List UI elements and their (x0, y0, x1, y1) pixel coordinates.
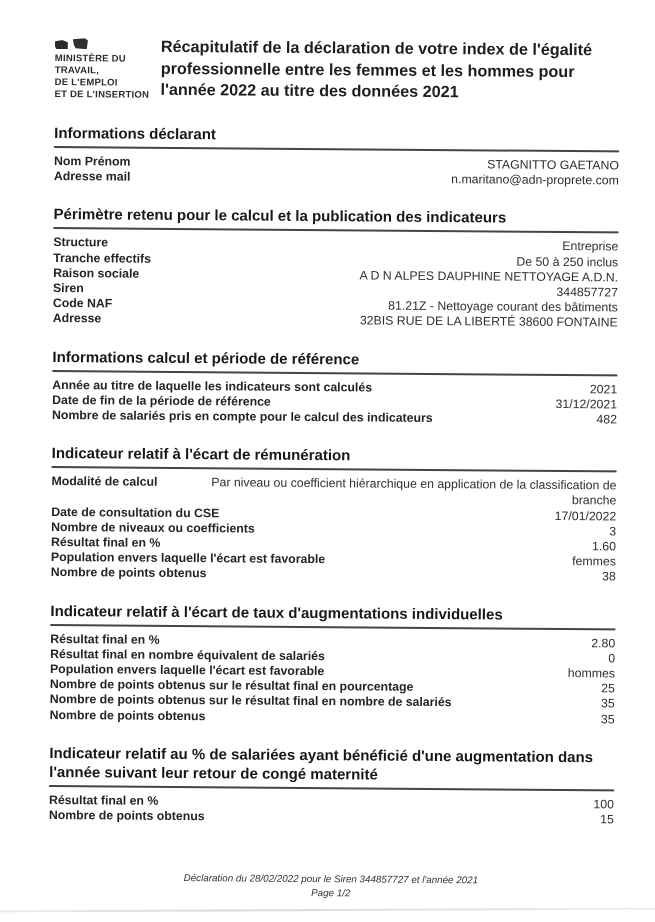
document-footer (48, 871, 613, 903)
row-value: 81.21Z - Nettoyage courant des bâtiments (388, 298, 618, 315)
page-title-line: professionnelle entre les femmes et les hommes pour (160, 59, 575, 81)
marianne-glyph-icon (73, 38, 88, 49)
section-heading: Périmètre retenu pour le calcul et la publication des indicateurs (53, 206, 507, 227)
row-label: Structure (53, 235, 109, 250)
section-rule (54, 146, 619, 152)
row-value: Par niveau ou coefficient hiérarchique en application de la classification de branche (211, 475, 617, 508)
section-rows (50, 632, 616, 728)
row-label: Date de consultation du CSE (51, 504, 220, 520)
field-row (52, 408, 617, 428)
row-label: Nombre de points obtenus (48, 808, 205, 824)
row-label: Année au titre de laquelle les indicateurs sont calculés (52, 377, 373, 395)
section-rule (52, 466, 617, 472)
field-row (54, 169, 619, 189)
section-heading: Indicateur relatif à l'écart de taux d'augmentations individuelles (50, 602, 503, 624)
ministry-name-line: DE L'EMPLOI (54, 76, 118, 89)
row-value: 35 (600, 711, 615, 727)
sections (49, 124, 619, 828)
row-value: 100 (593, 797, 615, 812)
page-title-line: l'année 2022 au titre des données 2021 (160, 80, 459, 102)
section-rule (53, 227, 618, 233)
footer-page-number: Page 1/2 (311, 888, 351, 900)
document-header (54, 34, 620, 105)
scan-edge-line (0, 908, 655, 912)
row-label: Adresse mail (53, 169, 131, 184)
row-value: A D N ALPES DAUPHINE NETTOYAGE A.D.N. (359, 268, 619, 285)
row-label: Résultat final en % (50, 631, 160, 647)
section (52, 348, 618, 428)
row-value: 38 (602, 569, 616, 584)
section-rule (52, 370, 617, 376)
section-rows (49, 793, 614, 828)
page-title (160, 35, 592, 105)
section (51, 444, 617, 585)
row-value: Entreprise (562, 239, 619, 254)
row-label: Nombre de points obtenus (50, 565, 207, 581)
field-row (51, 474, 616, 509)
row-value: De 50 à 250 inclus (516, 254, 619, 270)
row-label: Raison sociale (53, 265, 140, 281)
row-label: Nombre de points obtenus (49, 707, 206, 723)
section-rows (52, 378, 617, 428)
section (54, 124, 619, 189)
row-label: Nombre de niveaux ou coefficients (51, 519, 255, 536)
row-value: 1.60 (592, 539, 617, 554)
section (49, 744, 615, 828)
row-value: 15 (600, 812, 614, 827)
section-heading: Informations calcul et période de référence (52, 348, 360, 369)
row-label: Résultat final en % (50, 535, 161, 550)
row-label: Résultat final en % (48, 792, 159, 808)
section-heading: Indicateur relatif au % de salariées ayant bénéficié d'une augmentation dans l'année suivant leur retour de congé maternité (49, 744, 594, 784)
section-rows (53, 235, 619, 331)
row-value: 344857727 (556, 284, 619, 300)
field-row (51, 565, 616, 585)
field-row (53, 311, 618, 331)
row-value: STAGNITTO GAETANO (487, 157, 620, 173)
row-label: Nombre de points obtenus sur le résultat final en pourcentage (49, 677, 414, 695)
scanned-sheet (48, 34, 620, 904)
flag-glyph-icon (55, 40, 68, 49)
row-value: 35 (601, 696, 615, 711)
row-label: Tranche effectifs (53, 250, 152, 266)
field-row (49, 808, 614, 828)
row-label: Résultat final en nombre équivalent de salariés (50, 646, 325, 663)
section-rule (49, 785, 614, 791)
section (53, 205, 619, 331)
row-value: 2.80 (591, 635, 616, 651)
row-value: 25 (601, 681, 615, 696)
row-value: n.maritano@adn-proprete.com (451, 172, 619, 188)
ministry-name-line: TRAVAIL, (54, 64, 100, 77)
row-label: Population envers laquelle l'écart est favorable (50, 550, 326, 567)
row-label: Nombre de points obtenus sur le résultat final en nombre de salariés (49, 692, 452, 710)
row-value: 3 (609, 524, 617, 539)
row-value: 0 (608, 651, 616, 666)
page-title-line: Récapitulatif de la déclaration de votre index de l'égalité (160, 37, 593, 60)
row-value: 2021 (589, 381, 618, 397)
ministry-name-line: ET DE L'INSERTION (54, 88, 150, 101)
ministry-block (54, 34, 157, 102)
section-heading: Informations déclarant (54, 124, 216, 144)
section-heading: Indicateur relatif à l'écart de rémunération (51, 445, 351, 465)
field-row (50, 708, 615, 728)
row-label: Siren (52, 281, 84, 296)
ministry-name-line: MINISTÈRE DU (54, 52, 126, 65)
row-value: 31/12/2021 (555, 396, 618, 412)
section-rows (51, 474, 617, 585)
row-label: Modalité de calcul (51, 474, 158, 490)
ministry-logo-icon (55, 38, 157, 50)
row-label: Nom Prénom (53, 153, 131, 169)
row-value: 17/01/2022 (554, 508, 617, 524)
row-label: Nombre de salariés pris en compte pour le calcul des indicateurs (51, 408, 433, 426)
row-value: hommes (567, 666, 616, 681)
row-value: 32BIS RUE DE LA LIBERTÉ 38600 FONTAINE (359, 313, 618, 330)
footer-declaration-info: Déclaration du 28/02/2022 pour le Siren 344857727 et l'année 2021 (183, 873, 479, 887)
row-value: femmes (572, 554, 616, 569)
row-value: 482 (596, 412, 618, 427)
section-rows (54, 154, 619, 189)
section (50, 602, 616, 728)
row-label: Code NAF (52, 296, 113, 311)
row-label: Date de fin de la période de référence (52, 392, 271, 409)
row-label: Population envers laquelle l'écart est favorable (49, 662, 325, 679)
row-label: Adresse (52, 311, 102, 326)
section-rule (50, 624, 615, 630)
